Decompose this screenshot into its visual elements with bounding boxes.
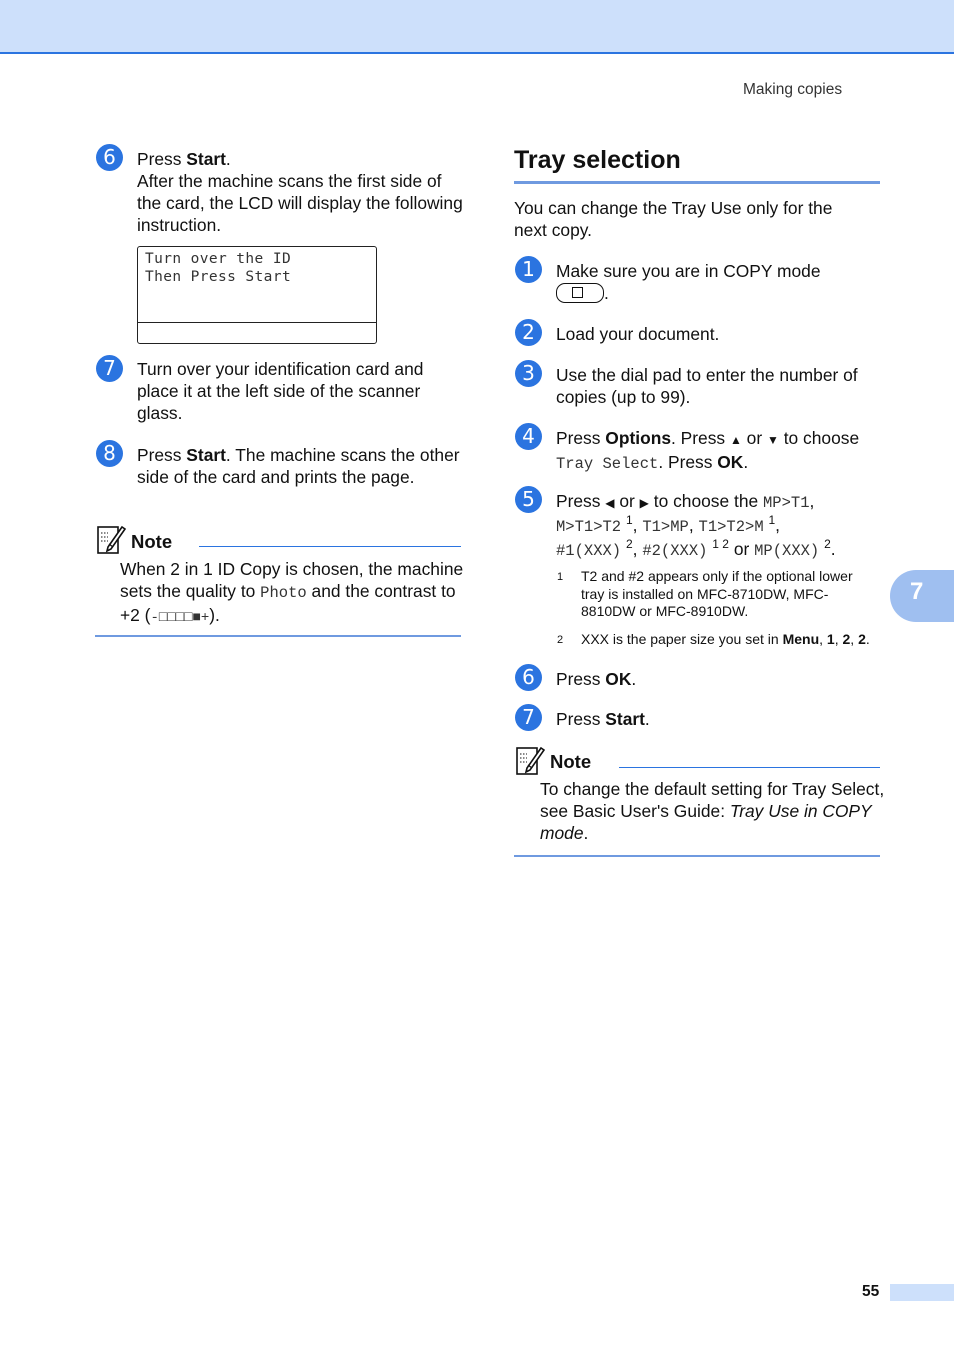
- step-text: Turn over your identification card and place it at the left side of the scanner glass.: [137, 359, 424, 423]
- running-header: Making copies: [743, 81, 843, 98]
- step-number-badge: 7: [96, 355, 123, 382]
- step-number-badge: 2: [515, 319, 542, 346]
- lcd-line-2: Then Press Start: [145, 269, 292, 285]
- header-band: [0, 0, 954, 54]
- lcd-line-1: Turn over the ID: [145, 251, 292, 267]
- footnote-2: XXX is the paper size you set in Menu, 1, 2, 2.: [581, 631, 870, 647]
- note-text: To change the default setting for Tray Select, see Basic User's Guide: Tray Use in COPY mode.: [540, 779, 885, 843]
- step-number-badge: 6: [96, 144, 123, 171]
- step-number-badge: 4: [515, 423, 542, 450]
- note-pencil-icon: [96, 523, 126, 555]
- chapter-tab: 7: [890, 570, 954, 622]
- copy-mode-key-icon: [556, 283, 604, 303]
- step-text: Press OK.: [556, 669, 637, 689]
- step-number-badge: 1: [515, 256, 542, 283]
- step-text: Load your document.: [556, 324, 720, 344]
- note-bottom-rule: [95, 635, 461, 637]
- note-bottom-rule: [514, 855, 880, 857]
- step-text: Press ◀ or ▶ to choose the MP>T1, M>T1>T2 $^1$, T1>MP, T1>T2>M $^1$, #1(XXX) $^2$, #2(XXX) $^{1 2}$ or MP(XXX) $^2$.: [556, 491, 836, 560]
- lcd-divider: [138, 322, 376, 323]
- step-text: Press Start. After the machine scans the first side of the card, the LCD will display the following instruction.: [137, 149, 463, 235]
- step-number-badge: 7: [515, 704, 542, 731]
- footnote-marker: 2: [557, 634, 564, 646]
- step-text: Use the dial pad to enter the number of copies (up to 99).: [556, 365, 858, 407]
- step-text: Make sure you are in COPY mode .: [556, 261, 821, 303]
- note-label: Note: [131, 531, 173, 552]
- right-arrow-icon: ▶: [639, 496, 649, 510]
- up-arrow-icon: ▲: [729, 433, 742, 447]
- left-arrow-icon: ◀: [605, 496, 615, 510]
- step-number-badge: 3: [515, 360, 542, 387]
- step-text: Press Start. The machine scans the other side of the card and prints the page.: [137, 445, 460, 487]
- step-text: Press Start.: [556, 709, 650, 729]
- step-number-badge: 6: [515, 664, 542, 691]
- title-underline: [514, 181, 880, 184]
- step-number-badge: 5: [515, 486, 542, 513]
- note-rule: [199, 546, 461, 547]
- intro-text: You can change the Tray Use only for the next copy.: [514, 198, 833, 240]
- note-label: Note: [550, 751, 592, 772]
- note-pencil-icon: [515, 744, 545, 776]
- page-number-bar: [890, 1284, 954, 1301]
- down-arrow-icon: ▼: [766, 433, 779, 447]
- note-text: When 2 in 1 ID Copy is chosen, the machine sets the quality to Photo and the contrast to +2 (-□□□□■+).: [120, 559, 464, 626]
- note-rule: [619, 767, 880, 768]
- step-number-badge: 8: [96, 440, 123, 467]
- step-text: Press Options. Press ▲ or ▼ to choose Tray Select. Press OK.: [556, 428, 860, 473]
- footnote-marker: 1: [557, 571, 564, 583]
- section-title: Tray selection: [514, 146, 681, 174]
- lcd-display: [137, 246, 377, 344]
- page-number: 55: [862, 1283, 880, 1300]
- footnote-1: T2 and #2 appears only if the optional lower tray is installed on MFC-8710DW, MFC-8810DW or MFC-8910DW.: [581, 568, 853, 619]
